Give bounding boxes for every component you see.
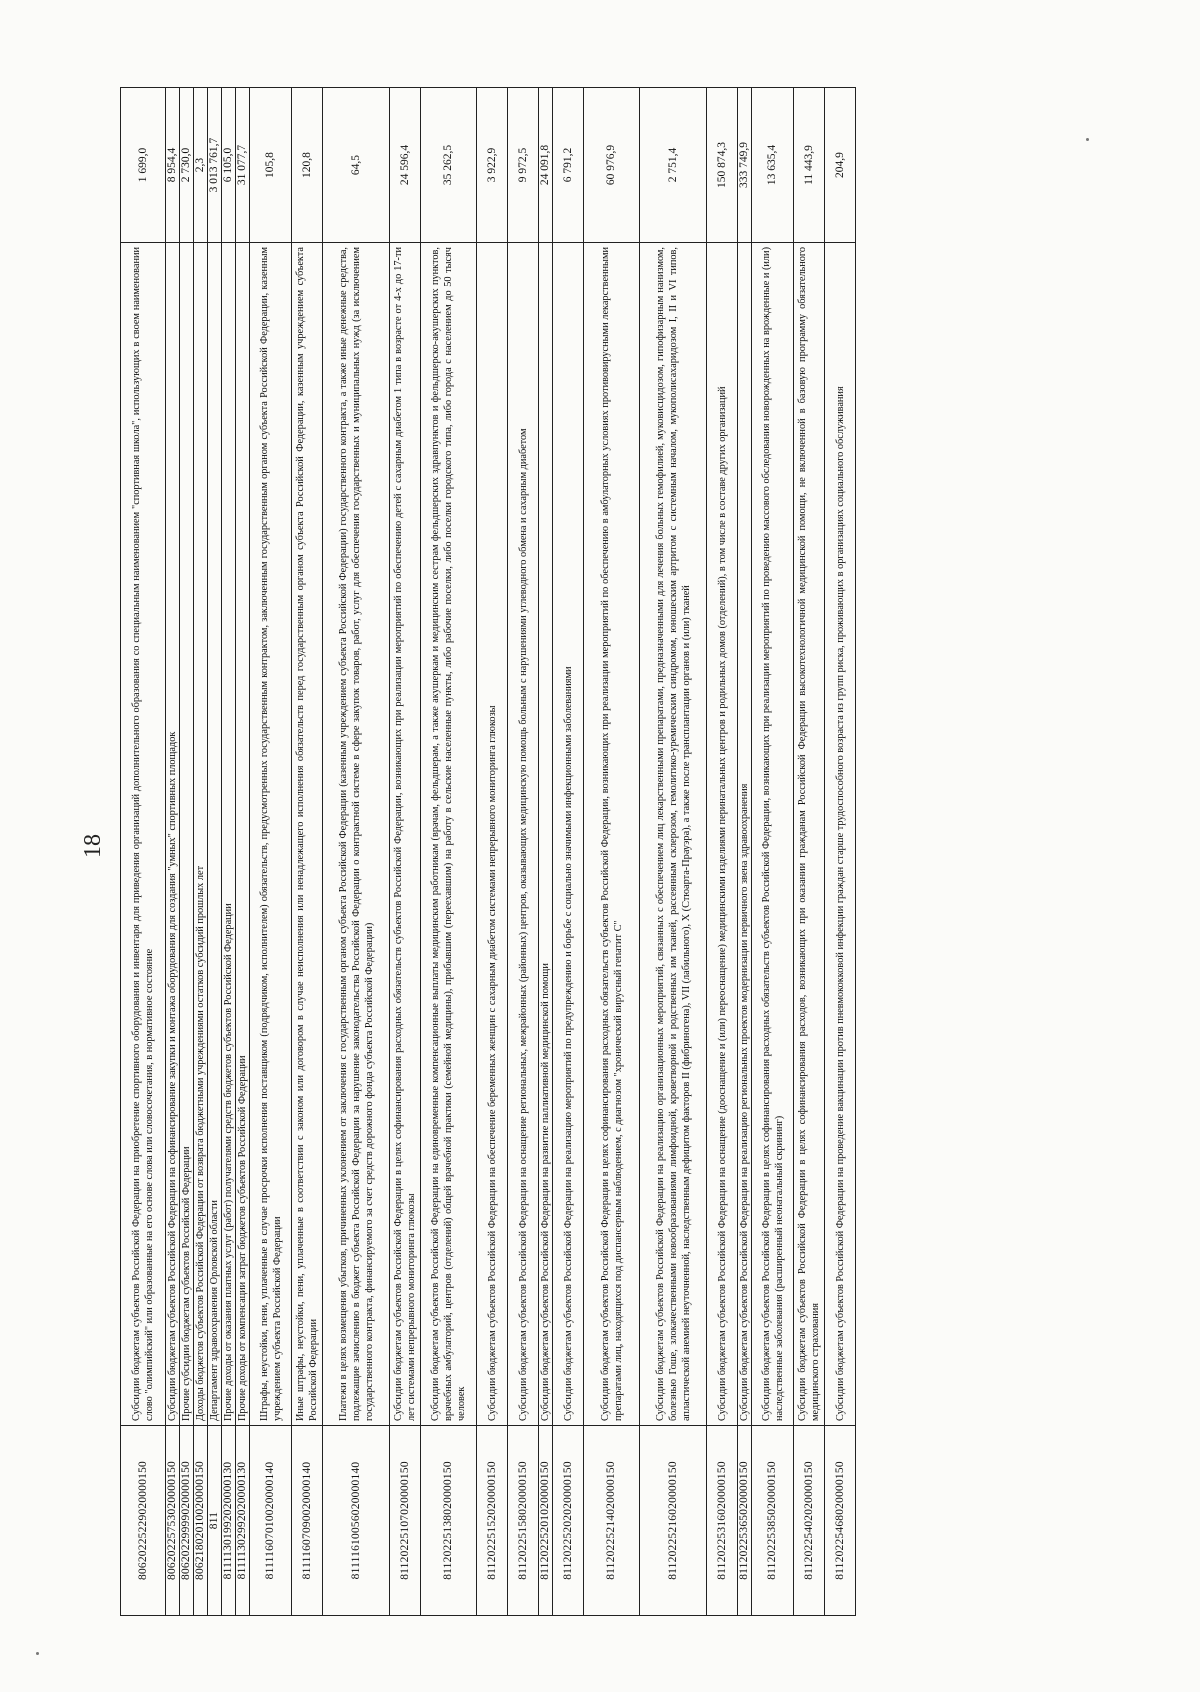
amount-cell: 24 091,8: [539, 88, 553, 243]
revenue-name-cell: Субсидии бюджетам субъектов Российской Федерации на реализацию мероприятий по предупреждению и борьбе с социально значимыми инфекционными заболеваниями: [553, 243, 584, 1426]
revenue-code-cell: 81111607090020000140: [292, 1426, 323, 1616]
revenue-name-cell: Субсидии бюджетам субъектов Российской Федерации на обеспечение беременных женщин с сахарным диабетом системами непрерывного мониторинга глюкозы: [477, 243, 508, 1426]
table-row: [166, 88, 180, 1616]
amount-cell: 204,9: [825, 88, 856, 243]
table-row: [180, 88, 194, 1616]
revenue-code-cell: 81120225402020000150: [794, 1426, 825, 1616]
amount-cell: 2 751,4: [640, 88, 707, 243]
revenue-name-cell: Субсидии бюджетам субъектов Российской Федерации на оснащение (дооснащение и (или) переоснащение) медицинскими изделиями перинатальных центров и родильных домов (отделений), в том числе в составе других организаций: [707, 243, 738, 1426]
table-row: [508, 88, 539, 1616]
revenue-name-cell: Субсидии бюджетам субъектов Российской Федерации на приобретение спортивного оборудования и инвентаря для приведения организаций дополнительного образования со специальным наименованием "спортивная школа", использующих в своем наименовании слово "олимпийский" или образованные на его основе слова или словосочетания, в нормативное состояние: [121, 243, 166, 1426]
amount-cell: 120,8: [292, 88, 323, 243]
table-row: [194, 88, 208, 1616]
revenue-name-cell: Прочие доходы от оказания платных услуг (работ) получателями средств бюджетов субъектов Российской Федерации: [222, 243, 236, 1426]
table-row: [584, 88, 640, 1616]
revenue-name-cell: Субсидии бюджетам субъектов Российской Федерации в целях софинансирования расходных обязательств субъектов Российской Федерации, возникающих при реализации мероприятий по обеспечению в амбулаторных условиях противовирусными лекарственными препаратами лиц, находящихся под диспансерным наблюдением, с диагнозом "хронический вирусный гепатит С": [584, 243, 640, 1426]
amount-cell: 64,5: [323, 88, 390, 243]
revenue-name-cell: Доходы бюджетов субъектов Российской Федерации от возврата бюджетными учреждениями остатков субсидий прошлых лет: [194, 243, 208, 1426]
table-row: [825, 88, 856, 1616]
revenue-name-cell: Субсидии бюджетам субъектов Российской Федерации в целях софинансирования расходов, возникающих при оказании гражданам Российской Федерации высокотехнологичной медицинской помощи, не включенной в базовую программу обязательного медицинского страхования: [794, 243, 825, 1426]
revenue-code-cell: 81111302992020000130: [236, 1426, 250, 1616]
revenue-code-cell: 81120225468020000150: [825, 1426, 856, 1616]
revenue-name-cell: Субсидии бюджетам субъектов Российской Федерации в целях софинансирования расходных обязательств субъектов Российской Федерации, возникающих при реализации мероприятий по проведению массового обследования новорожденных на врожденные и (или) наследственные заболевания (расширенный неонатальный скрининг): [752, 243, 794, 1426]
table-row: [390, 88, 421, 1616]
amount-cell: 9 972,5: [508, 88, 539, 243]
revenue-name-cell: Субсидии бюджетам субъектов Российской Федерации на реализацию региональных проектов модернизации первичного звена здравоохранения: [738, 243, 752, 1426]
amount-cell: 1 699,0: [121, 88, 166, 243]
revenue-code-cell: 81120225365020000150: [738, 1426, 752, 1616]
table-row: [738, 88, 752, 1616]
revenue-code-cell: 81120225107020000150: [390, 1426, 421, 1616]
table-row: [477, 88, 508, 1616]
revenue-code-cell: 80620225753020000150: [166, 1426, 180, 1616]
revenue-name-cell: Субсидии бюджетам субъектов Российской Федерации на оснащение региональных, межрайонных (районных) центров, оказывающих медицинскую помощь больным с нарушениями углеводного обмена и сахарным диабетом: [508, 243, 539, 1426]
table-row: [794, 88, 825, 1616]
revenue-name-cell: Субсидии бюджетам субъектов Российской Федерации на реализацию организационных мероприятий, связанных с обеспечением лиц лекарственными препаратами, предназначенными для лечения больных гемофилией, муковисцидозом, гипофизарным нанизмом, болезнью Гоше, злокачественными новообразованиями лимфоидной, кроветворной и родственных им тканей, рассеянным склерозом, гемолитико-уремическим синдромом, юношеским артритом с системным началом, мукополисахаридозом I, II и VI типов, апластической анемией неуточненной, наследственным дефицитом факторов II (фибриногена), VII (лабильного), X (Стюарта-Прауэра), а также после трансплантации органов и (или) тканей: [640, 243, 707, 1426]
table-row: [707, 88, 738, 1616]
revenue-name-cell: Прочие доходы от компенсации затрат бюджетов субъектов Российской Федерации: [236, 243, 250, 1426]
revenue-code-cell: 81111610056020000140: [323, 1426, 390, 1616]
revenue-code-cell: 81120225202020000150: [553, 1426, 584, 1616]
amount-cell: 333 749,9: [738, 88, 752, 243]
amount-cell: 105,8: [250, 88, 292, 243]
amount-cell: 6 791,2: [553, 88, 584, 243]
revenue-name-cell: Субсидии бюджетам субъектов Российской Федерации на проведение вакцинации против пневмококковой инфекции граждан старше трудоспособного возраста из групп риска, проживающих в организациях социального обслуживания: [825, 243, 856, 1426]
table-row: [208, 88, 222, 1616]
amount-cell: 24 596,4: [390, 88, 421, 243]
table-row: [121, 88, 166, 1616]
revenue-name-cell: Иные штрафы, неустойки, пени, уплаченные в соответствии с законом или договором в случае неисполнения или ненадлежащего исполнения обязательств перед государственным органом субъекта Российской Федерации, казенным учреждением субъекта Российской Федерации: [292, 243, 323, 1426]
revenue-code-cell: 81111607010020000140: [250, 1426, 292, 1616]
revenue-code-cell: 81120225216020000150: [640, 1426, 707, 1616]
revenue-code-cell: 81120225214020000150: [584, 1426, 640, 1616]
table-row: [553, 88, 584, 1616]
revenue-name-cell: Прочие субсидии бюджетам субъектов Российской Федерации: [180, 243, 194, 1426]
table-row: [539, 88, 553, 1616]
revenue-code-cell: 81111301992020000130: [222, 1426, 236, 1616]
revenue-name-cell: Штрафы, неустойки, пени, уплаченные в случае просрочки исполнения поставщиком (подрядчиком, исполнителем) обязательств, предусмотренных государственным контрактом, заключенным государственным органом субъекта Российской Федерации, казенным учреждением субъекта Российской Федерации: [250, 243, 292, 1426]
table-row: [250, 88, 292, 1616]
table-row: [323, 88, 390, 1616]
revenue-name-cell: Субсидии бюджетам субъектов Российской Федерации на развитие паллиативной медицинской помощи: [539, 243, 553, 1426]
revenue-name-cell: Платежи в целях возмещения убытков, причиненных уклонением от заключения с государственным органом субъекта Российской Федерации (казенным учреждением субъекта Российской Федерации) государственного контракта, а также иные денежные средства, подлежащие зачислению в бюджет субъекта Российской Федерации за нарушение законодательства Российской Федерации о контрактной системе в сфере закупок товаров, работ, услуг для обеспечения государственных и муниципальных нужд (за исключением государственного контракта, финансируемого за счет средств дорожного фонда субъекта Российской Федерации): [323, 243, 390, 1426]
revenue-code-cell: 81120225158020000150: [508, 1426, 539, 1616]
table-row: [222, 88, 236, 1616]
revenue-code-cell: 81120225152020000150: [477, 1426, 508, 1616]
table-row: [752, 88, 794, 1616]
amount-cell: 35 262,5: [421, 88, 477, 243]
revenue-code-cell: 81120225385020000150: [752, 1426, 794, 1616]
amount-cell: 31 077,7: [236, 88, 250, 243]
amount-cell: 2,3: [194, 88, 208, 243]
revenue-name-cell: Субсидии бюджетам субъектов Российской Федерации на единовременные компенсационные выплаты медицинским работникам (врачам, фельдшерам, а также акушеркам и медицинским сестрам фельдшерских здравпунктов и фельдшерско-акушерских пунктов, врачебных амбулаторий, центров (отделений) общей врачебной практики (семейной медицины), прибывшим (переехавшим) на работу в сельские населенные пункты, либо рабочие поселки, либо поселки городского типа, либо города с населением до 50 тысяч человек: [421, 243, 477, 1426]
revenue-code-cell: 81120225201020000150: [539, 1426, 553, 1616]
table-row: [292, 88, 323, 1616]
revenue-table: [120, 87, 856, 1616]
amount-cell: 2 730,0: [180, 88, 194, 243]
revenue-code-cell: 81120225316020000150: [707, 1426, 738, 1616]
revenue-code-cell: 80620229999020000150: [180, 1426, 194, 1616]
amount-cell: 3 922,9: [477, 88, 508, 243]
table-row: [421, 88, 477, 1616]
amount-cell: 150 874,3: [707, 88, 738, 243]
table-row: [640, 88, 707, 1616]
amount-cell: 11 443,9: [794, 88, 825, 243]
amount-cell: 6 105,0: [222, 88, 236, 243]
amount-cell: 3 013 761,7: [208, 88, 222, 243]
revenue-name-cell: Субсидии бюджетам субъектов Российской Федерации на софинансирование закупки и монтажа оборудования для создания "умных" спортивных площадок: [166, 243, 180, 1426]
page-number: 18: [80, 834, 106, 858]
revenue-code-cell: 81120225138020000150: [421, 1426, 477, 1616]
amount-cell: 60 976,9: [584, 88, 640, 243]
amount-cell: 13 635,4: [752, 88, 794, 243]
revenue-code-cell: 811: [208, 1426, 222, 1616]
revenue-code-cell: 80620225229020000150: [121, 1426, 166, 1616]
table-row: [236, 88, 250, 1616]
revenue-code-cell: 80621802010020000150: [194, 1426, 208, 1616]
revenue-name-cell: Субсидии бюджетам субъектов Российской Федерации в целях софинансирования расходных обязательств субъектов Российской Федерации, возникающих при реализации мероприятий по обеспечению детей с сахарным диабетом 1 типа в возрасте от 4-х до 17-ти лет системами непрерывного мониторинга глюкозы: [390, 243, 421, 1426]
amount-cell: 8 954,4: [166, 88, 180, 243]
revenue-name-cell: Департамент здравоохранения Орловской области: [208, 243, 222, 1426]
